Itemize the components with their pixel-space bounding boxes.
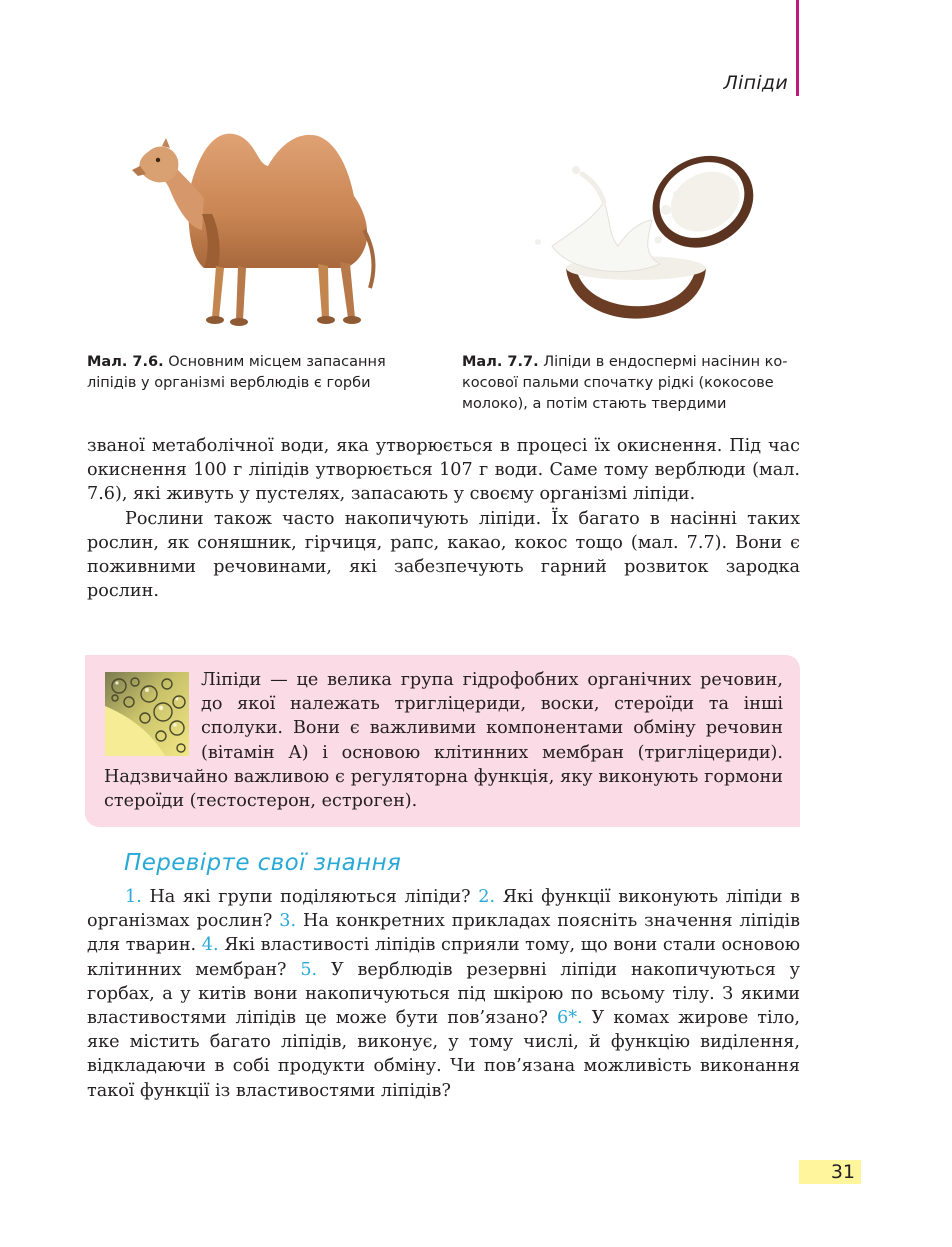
question-text: Які функції виконують ліпіди в організмах рослин? xyxy=(87,887,801,932)
question-number: 6*. xyxy=(557,1008,583,1029)
question-number: 1. xyxy=(125,887,142,907)
question-text: У комах жирове тіло, яке містить багато ліпідів, виконує, у тому числі, й функцію виділення, відкладаючи в собі продукти обміну. Чи пов’язана можливість виконання такої функції із властивостями ліпідів? xyxy=(87,1008,801,1101)
running-head: Ліпіди xyxy=(723,72,788,94)
questions-text xyxy=(87,885,800,1103)
question-text: На конкретних прикладах поясніть значення ліпідів для тварин. xyxy=(87,911,801,956)
page-number: 31 xyxy=(799,1160,861,1184)
figure-caption-7-6 xyxy=(87,352,417,394)
caption-text: молоко), а потім стають твердими xyxy=(462,396,727,412)
main-text xyxy=(87,434,800,603)
figure-caption-7-7 xyxy=(462,352,802,415)
paragraph: Рослини також часто накопичують ліпіди. Їх багато в насінні таких рослин, як соняшник, гірчиця, рапс, какао, кокос тощо (мал. 7.7). Вони є поживними речовинами, які забезпечують гарний розвиток зародка рослин. xyxy=(87,508,800,602)
question-number: 3. xyxy=(279,911,297,932)
camel-photo xyxy=(118,118,380,334)
coconut-photo xyxy=(512,150,754,324)
figure-label: Мал. 7.7. xyxy=(462,354,539,370)
question-text: Які властивості ліпідів сприяли тому, що вони стали основою клітинних мембран? xyxy=(87,935,801,980)
question-number: 5. xyxy=(300,959,318,980)
definition-box xyxy=(85,655,800,827)
question-number: 4. xyxy=(201,935,219,956)
caption-text: косової пальми спочатку рідкі (кокосове xyxy=(462,375,774,391)
question-number: 2. xyxy=(478,887,496,907)
caption-text: ліпідів у організмі верблюдів є горби xyxy=(87,375,371,391)
section-title: Перевірте свої знання xyxy=(124,850,402,876)
caption-text: Ліпіди в ендоспермі насінин ко- xyxy=(543,354,788,370)
definition-text: Ліпіди — це велика група гідрофобних органічних речовин, до якої належать тригліцериди, воски, стероїди та інші сполуки. Вони є важливими компонентами обміну речовин (вітамін А) і основою клітинних мембран (тригліцериди). Надзвичайно важливою є регуляторна функція, яку виконують гормони стероїди (тестостерон, естроген). xyxy=(104,670,783,812)
question-text: На які групи поділяються ліпіди? xyxy=(149,887,471,907)
figure-label: Мал. 7.6. xyxy=(87,354,164,370)
definition-text-block xyxy=(104,668,783,813)
questions-paragraph xyxy=(87,885,800,1103)
caption-text: Основним місцем запасання xyxy=(168,354,386,370)
paragraph: званої метаболічної води, яка утворюється в процесі їх окиснення. Під час окиснення 100 г ліпідів утворюється 107 г води. Саме тому верблюди (мал. 7.6), які живуть у пустелях, запасають у своєму організмі ліпіди. xyxy=(87,436,800,505)
question-text: У верблюдів резервні ліпіди накопичуються у горбах, а у китів вони накопичуються під шкірою по всьому тілу. З якими властивостями ліпідів це може бути пов’язано? xyxy=(87,959,800,1029)
chapter-edge-marker xyxy=(796,0,799,96)
